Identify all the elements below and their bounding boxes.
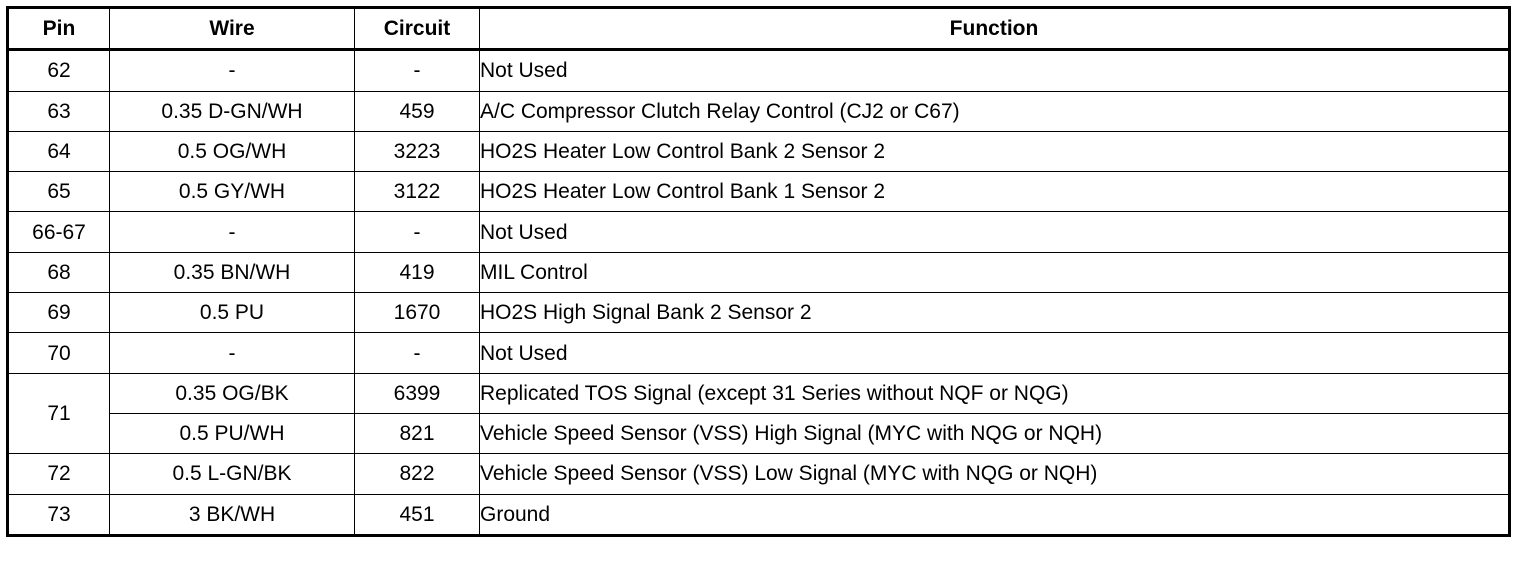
table-row: [8, 131, 1510, 171]
table-row: [8, 333, 1510, 373]
wire-cell: 0.5 PU: [110, 293, 355, 333]
circuit-cell: 1670: [355, 293, 480, 333]
wire-cell: 0.5 PU/WH: [110, 413, 355, 453]
header-wire: Wire: [110, 8, 355, 50]
table-row: [8, 413, 1510, 453]
table-row: [8, 494, 1510, 535]
function-cell: Replicated TOS Signal (except 31 Series without NQF or NQG): [480, 373, 1510, 413]
circuit-cell: 3223: [355, 131, 480, 171]
connector-pinout-table: [6, 6, 1511, 537]
pin-cell: 69: [8, 293, 110, 333]
wire-cell: 0.35 OG/BK: [110, 373, 355, 413]
circuit-cell: 821: [355, 413, 480, 453]
pin-cell: 71: [8, 373, 110, 454]
table-row: [8, 373, 1510, 413]
circuit-cell: -: [355, 50, 480, 91]
wire-cell: 3 BK/WH: [110, 494, 355, 535]
circuit-cell: 459: [355, 91, 480, 131]
pin-cell: 62: [8, 50, 110, 91]
function-cell: Vehicle Speed Sensor (VSS) High Signal (MYC with NQG or NQH): [480, 413, 1510, 453]
function-cell: Ground: [480, 494, 1510, 535]
function-cell: HO2S High Signal Bank 2 Sensor 2: [480, 293, 1510, 333]
function-cell: HO2S Heater Low Control Bank 1 Sensor 2: [480, 172, 1510, 212]
table-row: [8, 293, 1510, 333]
function-cell: Not Used: [480, 50, 1510, 91]
circuit-cell: 822: [355, 454, 480, 494]
function-cell: Not Used: [480, 333, 1510, 373]
header-function: Function: [480, 8, 1510, 50]
wire-cell: -: [110, 212, 355, 252]
pin-cell: 70: [8, 333, 110, 373]
pin-cell: 63: [8, 91, 110, 131]
table-header-row: [8, 8, 1510, 50]
circuit-cell: 451: [355, 494, 480, 535]
wire-cell: 0.35 D-GN/WH: [110, 91, 355, 131]
circuit-cell: 419: [355, 252, 480, 292]
table-row: [8, 172, 1510, 212]
pin-cell: 65: [8, 172, 110, 212]
wire-cell: 0.5 L-GN/BK: [110, 454, 355, 494]
wire-cell: 0.5 GY/WH: [110, 172, 355, 212]
wire-cell: 0.35 BN/WH: [110, 252, 355, 292]
wire-cell: -: [110, 333, 355, 373]
table-row: [8, 454, 1510, 494]
pin-cell: 72: [8, 454, 110, 494]
wire-cell: 0.5 OG/WH: [110, 131, 355, 171]
function-cell: Not Used: [480, 212, 1510, 252]
header-circuit: Circuit: [355, 8, 480, 50]
function-cell: HO2S Heater Low Control Bank 2 Sensor 2: [480, 131, 1510, 171]
pin-cell: 66-67: [8, 212, 110, 252]
circuit-cell: 3122: [355, 172, 480, 212]
wire-cell: -: [110, 50, 355, 91]
table-row: [8, 252, 1510, 292]
table-row: [8, 50, 1510, 91]
function-cell: A/C Compressor Clutch Relay Control (CJ2 or C67): [480, 91, 1510, 131]
table-row: [8, 212, 1510, 252]
pin-cell: 64: [8, 131, 110, 171]
circuit-cell: -: [355, 333, 480, 373]
pin-cell: 68: [8, 252, 110, 292]
pin-cell: 73: [8, 494, 110, 535]
circuit-cell: -: [355, 212, 480, 252]
function-cell: Vehicle Speed Sensor (VSS) Low Signal (MYC with NQG or NQH): [480, 454, 1510, 494]
function-cell: MIL Control: [480, 252, 1510, 292]
circuit-cell: 6399: [355, 373, 480, 413]
header-pin: Pin: [8, 8, 110, 50]
table-row: [8, 91, 1510, 131]
